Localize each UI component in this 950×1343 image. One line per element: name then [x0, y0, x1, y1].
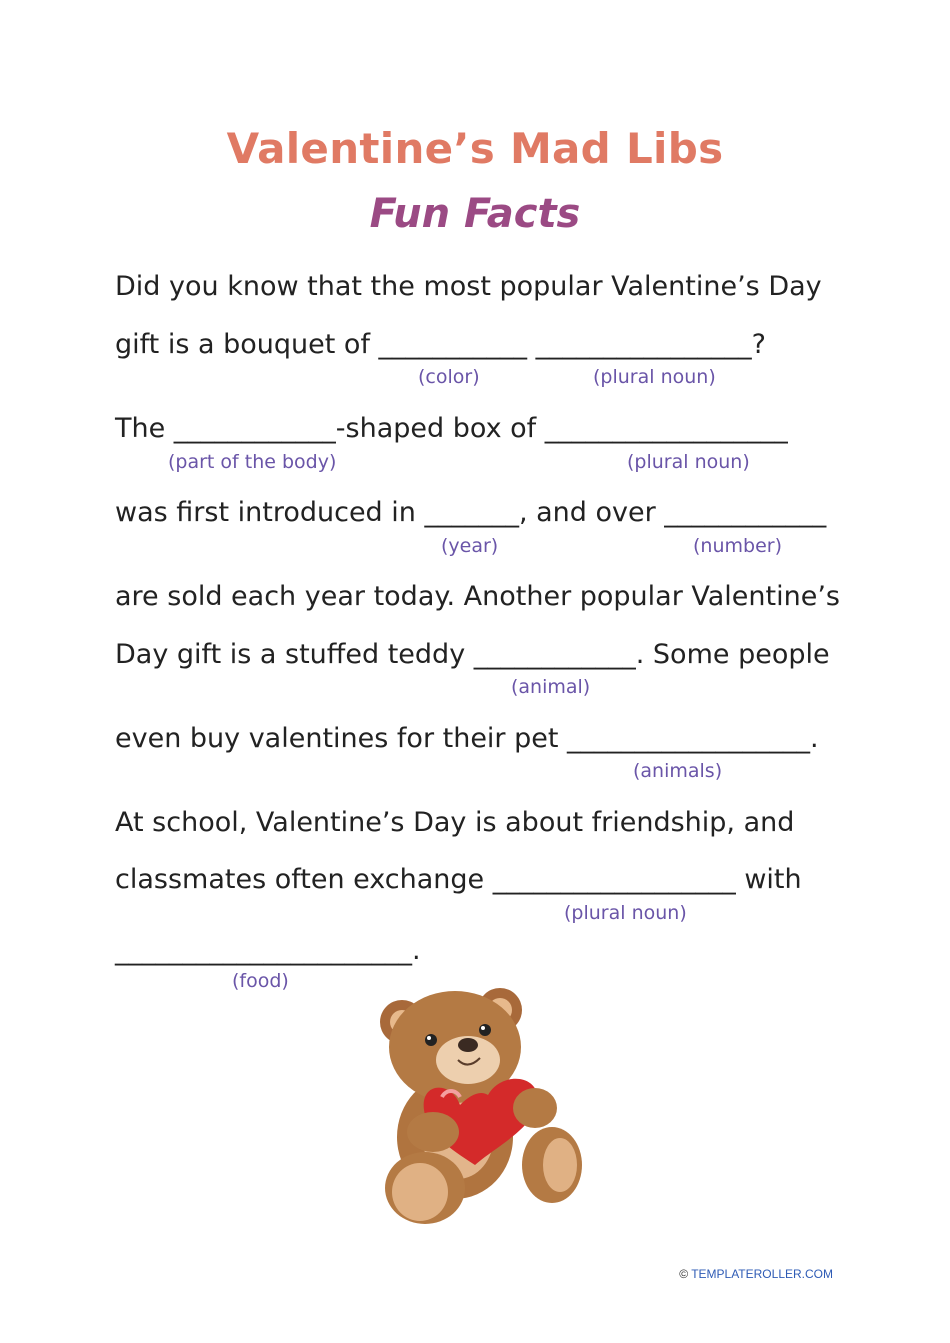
- hint-part-of-body: (part of the body): [168, 451, 337, 473]
- story-line-5: are sold each year today. Another popular Valentine’s: [115, 581, 840, 612]
- teddy-bear-heart-icon: [370, 985, 595, 1230]
- story-line-9: classmates often exchange __________________ with: [115, 864, 802, 895]
- hint-year: (year): [441, 535, 499, 557]
- hint-color: (color): [418, 366, 480, 388]
- hint-number: (number): [693, 535, 782, 557]
- hint-plural-noun-1: (plural noun): [593, 366, 716, 388]
- hint-food: (food): [232, 970, 289, 992]
- story-line-2: gift is a bouquet of ___________ ________________?: [115, 329, 766, 360]
- footer-site-link[interactable]: TEMPLATEROLLER.COM: [691, 1267, 833, 1281]
- story-line-4: was first introduced in _______, and over ____________: [115, 497, 827, 528]
- story-line-10: ______________________.: [115, 935, 421, 966]
- page-subtitle: Fun Facts: [369, 191, 581, 237]
- hint-animals: (animals): [633, 760, 723, 782]
- story-line-6: Day gift is a stuffed teddy ____________. Some people: [115, 639, 830, 670]
- story-line-8: At school, Valentine’s Day is about friendship, and: [115, 807, 795, 838]
- hint-animal: (animal): [511, 676, 591, 698]
- story-line-1: Did you know that the most popular Valentine’s Day: [115, 271, 822, 302]
- page-title: Valentine’s Mad Libs: [226, 124, 724, 173]
- footer-credit: [0, 1267, 833, 1281]
- hint-plural-noun-3: (plural noun): [564, 902, 687, 924]
- copyright-symbol: ©: [679, 1267, 689, 1281]
- story-line-3: The ____________-shaped box of __________________: [115, 413, 788, 444]
- hint-plural-noun-2: (plural noun): [627, 451, 750, 473]
- story-line-7: even buy valentines for their pet __________________.: [115, 723, 819, 754]
